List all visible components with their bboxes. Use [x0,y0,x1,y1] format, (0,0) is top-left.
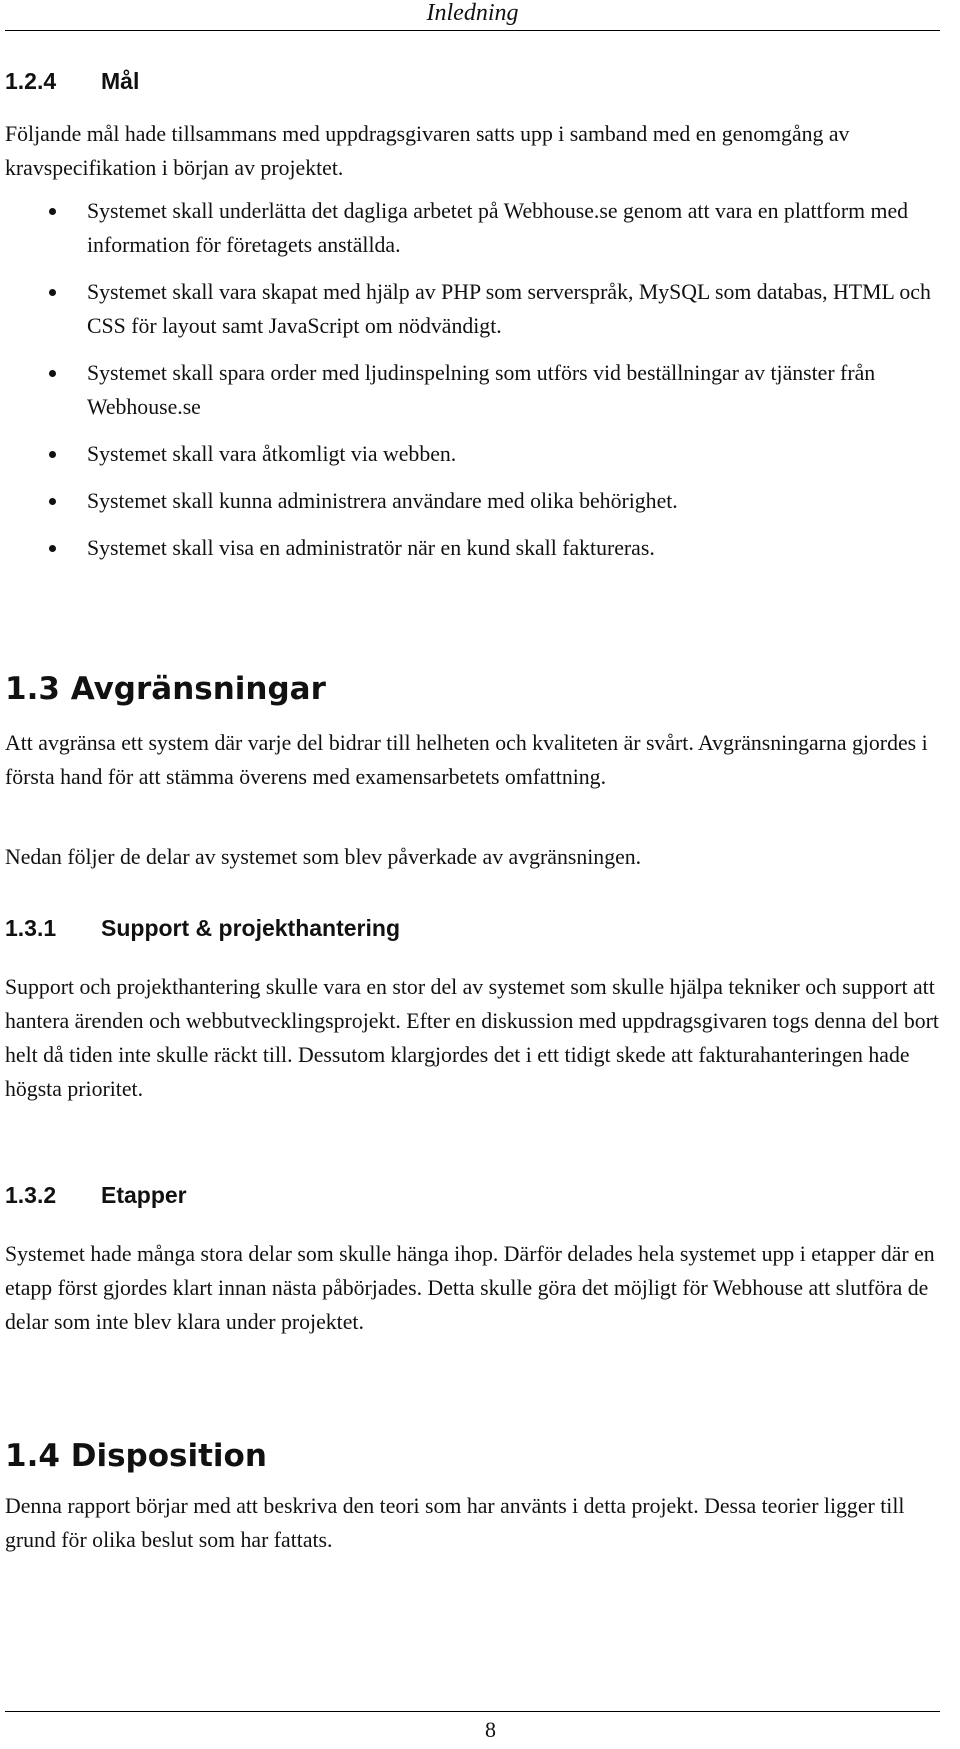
limitations-paragraph-2: Nedan följer de delar av systemet som blev påverkade av avgränsningen. [5,845,642,869]
heading-section-1-3-2 [5,1181,187,1209]
list-item [5,356,940,424]
section-title: Etapper [101,1182,187,1208]
heading-section-1-3: 1.3 Avgränsningar [5,671,326,707]
heading-section-1-3-1 [5,914,400,942]
goal-text: Systemet skall visa en administratör när en kund skall faktureras. [87,536,655,560]
section-title: Mål [101,68,140,94]
running-header: Inledning [426,0,519,26]
goal-text: Systemet skall vara skapat med hjälp av PHP som serverspråk, MySQL som databas, HTML och CSS för layout samt JavaScript om nödvändigt. [87,280,931,338]
list-item [5,194,940,262]
goal-text: Systemet skall vara åtkomligt via webben. [87,442,457,466]
list-item [5,484,940,518]
support-paragraph: Support och projekthantering skulle vara en stor del av systemet som skulle hjälpa tekniker och support att hantera ärenden och webbutvecklingsprojekt. Efter en diskussion med uppdragsgivaren togs denna del bort helt då tiden inte skulle räckt till. Dessutom klargjordes det i ett tidigt skede att fakturahanteringen hade högsta prioritet. [5,975,939,1101]
list-item [5,437,940,471]
disposition-paragraph: Denna rapport börjar med att beskriva den teori som har använts i detta projekt. Dessa teorier ligger till grund för olika beslut som har fattats. [5,1494,905,1552]
bullet-icon [49,289,56,296]
page-number: 8 [485,1717,496,1742]
bullet-icon [49,451,56,458]
stages-paragraph: Systemet hade många stora delar som skulle hänga ihop. Därför delades hela systemet upp i etapper där en etapp först gjordes klart innan nästa påbörjades. Detta skulle göra det möjligt för Webhouse att slutföra de delar som inte blev klara under projektet. [5,1242,935,1334]
bullet-icon [49,498,56,505]
goal-text: Systemet skall spara order med ljudinspelning som utförs vid beställningar av tjänster från Webhouse.se [87,361,876,419]
heading-section-1-2-4 [5,67,139,95]
section-number: 1.3.1 [5,915,57,941]
list-item [5,275,940,343]
bullet-icon [49,370,56,377]
header-rule [5,30,940,31]
footer-rule [5,1711,940,1712]
bullet-icon [49,545,56,552]
section-number: 1.3.2 [5,1182,57,1208]
section-number: 1.2.4 [5,68,57,94]
bullet-icon [49,208,56,215]
goal-text: Systemet skall underlätta det dagliga arbetet på Webhouse.se genom att vara en plattform med information för företagets anställda. [87,199,909,257]
goals-list [5,194,940,578]
heading-section-1-4: 1.4 Disposition [5,1438,267,1474]
limitations-paragraph-1: Att avgränsa ett system där varje del bidrar till helheten och kvaliteten är svårt. Avgränsningarna gjordes i första hand för att stämma överens med examensarbetets omfattning. [5,731,928,789]
goal-text: Systemet skall kunna administrera användare med olika behörighet. [87,489,678,513]
goals-intro-paragraph: Följande mål hade tillsammans med uppdragsgivaren satts upp i samband med en genomgång av kravspecifikation i början av projektet. [5,122,850,180]
section-title: Support & projekthantering [101,915,400,941]
list-item [5,531,940,565]
document-page [5,0,940,1749]
